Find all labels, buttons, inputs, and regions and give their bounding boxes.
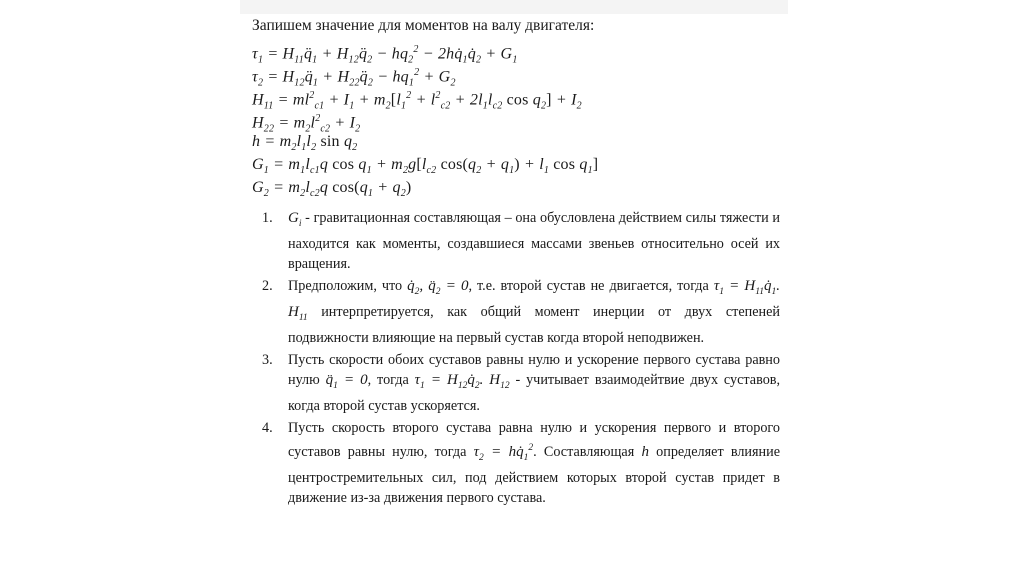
- list-item: [252, 208, 780, 274]
- item-text: , т.е. второй сустав не двигается, тогда: [468, 278, 709, 294]
- item-text: , тогда: [367, 372, 409, 388]
- list-item: [252, 350, 780, 416]
- item-text: - гравитационная составляющая – она обусловлена действием силы тяжести и находится как моменты, создавшиеся массами звеньев относительно осей их вращения.: [288, 210, 780, 272]
- item-text: Предположим, что: [288, 278, 403, 294]
- item-text: Пусть скорости обоих суставов равны нулю и ускорение первого сустава равно нулю: [288, 352, 780, 388]
- list-item: [252, 276, 780, 348]
- formula: $\tau_1$ = $H_{12}q̇_2$.: [414, 372, 484, 391]
- equation-tau2: $\tau_2$ = $H_{12}q̈_1$ + $H_{22}q̈_2 - hq_1^2 + G_2$: [252, 67, 456, 89]
- equation-g1: $G_1 = m_1l_{c1}q$ $\cos q_1 + m_2g[l_{c2}$ $\cos(q_2 + q_1) + l_1$ $\cos q_1$]: [252, 156, 599, 177]
- numbered-list: [252, 208, 780, 508]
- formula: $H_{11}$: [288, 304, 308, 323]
- formula: h: [641, 444, 649, 460]
- item-number: 3.: [262, 352, 273, 368]
- formula: $q̇_2$, $q̈_2 = 0$: [407, 278, 469, 297]
- equation-tau1: $\tau_1$ = $H_{11}q̈_1$ + $H_{12}q̈_2 - hq_2^2$ − $2hq̇_1q̇_2 + G_1$: [252, 44, 518, 66]
- item-number: 1.: [262, 210, 273, 226]
- item-text: Пусть скорость второго сустава равна нулю и ускорения первого и второго суставов равны нулю, тогда: [288, 420, 780, 460]
- item-number: 4.: [262, 420, 273, 436]
- formula: $\tau_2$ = $hq̇_1^2$: [473, 443, 534, 463]
- item-text: определяет влияние центростремительных сил, под действием которых второй сустав придет в движение из-за движения первого сустава.: [288, 444, 781, 506]
- heading: Запишем значение для моментов на валу двигателя:: [252, 17, 595, 34]
- list-item: [252, 418, 780, 508]
- equation-h: $h = m_2l_1l_2$ $\sin q_2$: [252, 133, 358, 154]
- item-text: интерпретируется, как общий момент инерции от двух степеней подвижности влияющие на первый сустав когда второй неподвижен.: [288, 304, 781, 346]
- item-text: . Составляющая: [533, 444, 635, 460]
- top-band: [240, 0, 788, 14]
- formula: $\tau_1$ = $H_{11}q̇_1$.: [713, 278, 781, 297]
- formula: $G_i$: [288, 210, 302, 229]
- equation-h11: $H_{11} = ml^2_{c1} + I_1 + m_2[l_1^2 + l^2_{c2} + 2l_1l_{c2}$ $\cos q_2] + I_2$: [252, 90, 582, 112]
- equation-h22: $H_{22} = m_2l^2_{c2} + I_2$: [252, 113, 361, 135]
- item-number: 2.: [262, 278, 273, 294]
- formula: $q̈_1 = 0$: [325, 372, 368, 391]
- equation-g2: $G_2 = m_2l_{c2}q$ $\cos(q_1 + q_2)$: [252, 179, 412, 200]
- formula: $H_{12}$: [489, 372, 510, 391]
- item-text: - учитывает взаимодейтвие двух суставов, когда второй сустав ускоряется.: [288, 372, 781, 414]
- document-content: [252, 16, 780, 510]
